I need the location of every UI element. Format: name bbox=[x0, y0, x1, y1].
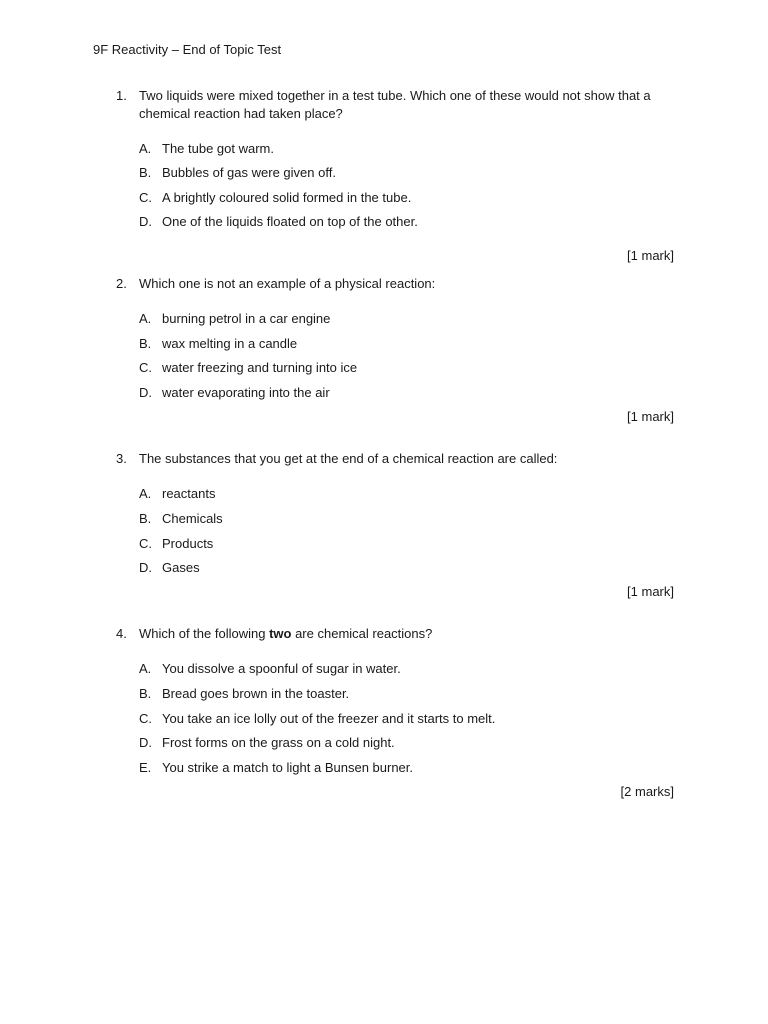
answer-option bbox=[0, 685, 768, 703]
option-letter: D. bbox=[139, 560, 152, 575]
option-text: Bread goes brown in the toaster. bbox=[162, 686, 350, 701]
marks-label: [1 mark] bbox=[627, 409, 674, 424]
answer-option bbox=[0, 734, 768, 752]
option-text: Products bbox=[162, 536, 214, 551]
answer-option bbox=[0, 510, 768, 528]
question-text: Two liquids were mixed together in a test tube. Which one of these would not show that a chemical reaction had taken place? bbox=[139, 88, 651, 121]
option-letter: A. bbox=[139, 486, 152, 501]
option-letter: C. bbox=[139, 360, 152, 375]
answer-option bbox=[0, 335, 768, 353]
answer-option bbox=[0, 359, 768, 377]
option-letter: C. bbox=[139, 711, 152, 726]
option-letter: D. bbox=[139, 385, 152, 400]
document-title: 9F Reactivity – End of Topic Test bbox=[93, 42, 282, 57]
option-letter: B. bbox=[139, 336, 152, 351]
question-number: 1. bbox=[116, 88, 127, 103]
question-text-emphasis: two bbox=[269, 626, 292, 641]
option-text: Gases bbox=[162, 560, 200, 575]
option-text: You strike a match to light a Bunsen burner. bbox=[162, 760, 414, 775]
option-text: water freezing and turning into ice bbox=[162, 360, 358, 375]
option-letter: A. bbox=[139, 661, 152, 676]
question-text-start: Which of the following bbox=[139, 626, 270, 641]
option-letter: B. bbox=[139, 511, 152, 526]
option-text: Chemicals bbox=[162, 511, 223, 526]
option-text: Bubbles of gas were given off. bbox=[162, 165, 336, 180]
option-text: water evaporating into the air bbox=[162, 385, 330, 400]
option-letter: B. bbox=[139, 686, 152, 701]
answer-option bbox=[0, 384, 768, 402]
option-letter: C. bbox=[139, 536, 152, 551]
option-text: You take an ice lolly out of the freezer and it starts to melt. bbox=[162, 711, 496, 726]
option-letter: D. bbox=[139, 214, 152, 229]
option-letter: A. bbox=[139, 311, 152, 326]
answer-option bbox=[0, 140, 768, 158]
option-text: burning petrol in a car engine bbox=[162, 311, 331, 326]
question-text: Which one is not an example of a physical reaction: bbox=[139, 276, 436, 291]
marks-label: [1 mark] bbox=[627, 248, 674, 263]
answer-option bbox=[0, 164, 768, 182]
answer-option bbox=[0, 213, 768, 231]
answer-option bbox=[0, 485, 768, 503]
option-text: One of the liquids floated on top of the other. bbox=[162, 214, 418, 229]
option-letter: A. bbox=[139, 141, 152, 156]
option-letter: D. bbox=[139, 735, 152, 750]
option-text: A brightly coloured solid formed in the tube. bbox=[162, 190, 412, 205]
option-letter: C. bbox=[139, 190, 152, 205]
question-text-end: are chemical reactions? bbox=[291, 626, 433, 641]
option-letter: B. bbox=[139, 165, 152, 180]
answer-option bbox=[0, 559, 768, 577]
marks-label: [2 marks] bbox=[620, 784, 674, 799]
answer-option bbox=[0, 310, 768, 328]
question-text bbox=[139, 625, 679, 643]
option-text: Frost forms on the grass on a cold night. bbox=[162, 735, 395, 750]
answer-option bbox=[0, 759, 768, 777]
answer-option bbox=[0, 535, 768, 553]
option-text: reactants bbox=[162, 486, 216, 501]
answer-option bbox=[0, 189, 768, 207]
question-number: 2. bbox=[116, 276, 127, 291]
question-number: 3. bbox=[116, 451, 127, 466]
option-text: The tube got warm. bbox=[162, 141, 274, 156]
marks-label: [1 mark] bbox=[627, 584, 674, 599]
question-number: 4. bbox=[116, 626, 127, 641]
option-letter: E. bbox=[139, 760, 152, 775]
option-text: wax melting in a candle bbox=[162, 336, 298, 351]
option-text: You dissolve a spoonful of sugar in water. bbox=[162, 661, 401, 676]
answer-option bbox=[0, 660, 768, 678]
answer-option bbox=[0, 710, 768, 728]
question-text: The substances that you get at the end of a chemical reaction are called: bbox=[139, 451, 558, 466]
